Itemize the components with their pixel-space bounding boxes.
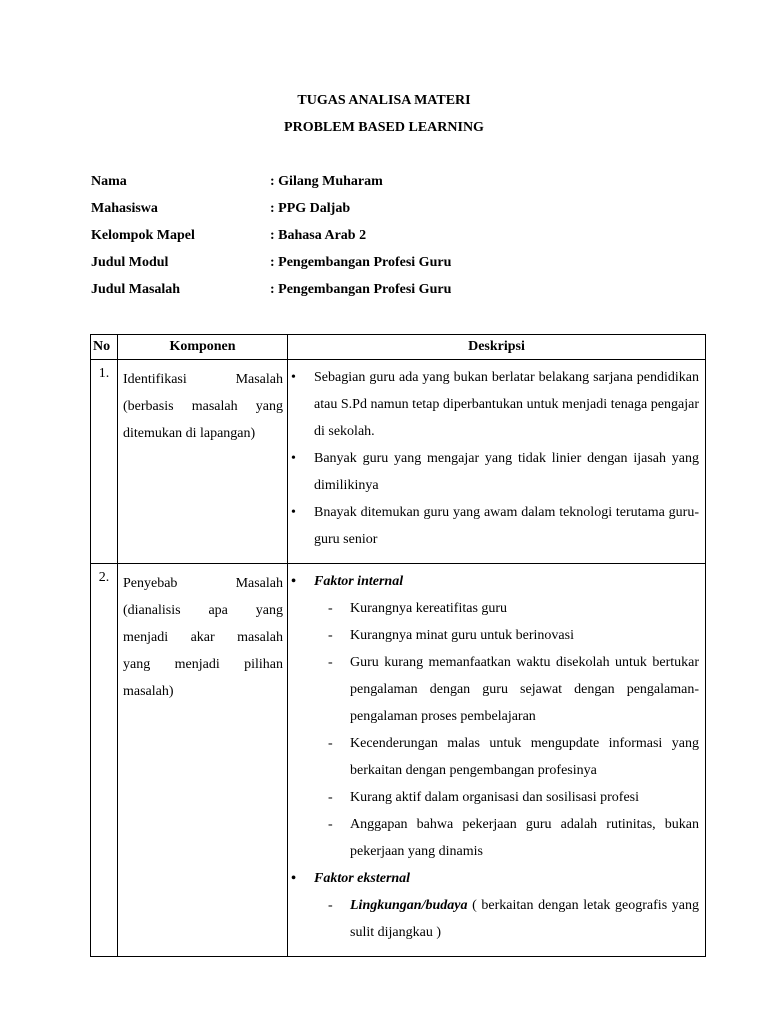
internal-factor-heading: • Faktor internal [288,568,699,595]
komponen-heading [123,570,283,597]
list-item: • Sebagian guru ada yang bukan berlatar belakang sarjana pendidikan atau S.Pd namun tetap diperbantukan untuk menjadi tenaga pengajar di sekolah. [288,364,699,445]
table-row [91,360,706,564]
analysis-table [90,334,706,957]
info-value: : PPG Daljab [270,201,351,216]
komponen-text: masalah) [123,684,174,699]
header-deskripsi: Deskripsi [288,335,706,360]
external-item-keyword: Lingkungan/budaya [350,898,468,913]
komponen-text: menjadi akar masalah [123,630,283,645]
komponen-text: (dianalisis apa yang [123,603,283,618]
komponen-text: (berbasis masalah yang [123,399,283,414]
list-item: - Kurangnya minat guru untuk berinovasi [288,622,699,649]
komponen-heading-right: Masalah [235,372,283,387]
deskripsi-cell [288,564,706,957]
header-no: No [91,335,118,360]
info-label: Judul Modul [91,255,169,270]
info-label: Judul Masalah [91,282,181,297]
table-header-row [91,335,706,360]
external-factor-heading: • Faktor eksternal [288,865,699,892]
external-item-text: ( berkaitan dengan letak geografis yang sulit dijangkau ) [350,898,699,940]
info-value: : Gilang Muharam [270,174,383,189]
info-label: Nama [91,174,127,189]
komponen-heading-left: Identifikasi [123,372,187,387]
list-item: - Kecenderungan malas untuk mengupdate informasi yang berkaitan dengan pengembangan profesinya [288,730,699,784]
info-label: Mahasiswa [91,201,158,216]
header-komponen: Komponen [118,335,288,360]
komponen-text: yang menjadi pilihan [123,657,283,672]
komponen-cell [118,360,288,564]
komponen-text: ditemukan di lapangan) [123,426,256,441]
info-label: Kelompok Mapel [91,228,195,243]
info-value: : Bahasa Arab 2 [270,228,367,243]
list-item: - Guru kurang memanfaatkan waktu disekolah untuk bertukar pengalaman dengan guru sejawat dengan pengalaman-pengalaman proses pembelajaran [288,649,699,730]
list-item: • Banyak guru yang mengajar yang tidak linier dengan ijasah yang dimilikinya [288,445,699,499]
row-number: 2. [91,564,118,957]
info-value: : Pengembangan Profesi Guru [270,282,452,297]
komponen-cell [118,564,288,957]
document-subtitle: PROBLEM BASED LEARNING [284,120,484,135]
info-value: : Pengembangan Profesi Guru [270,255,452,270]
komponen-heading-right: Masalah [235,576,283,591]
list-item [288,892,699,946]
document-title: TUGAS ANALISA MATERI [297,93,471,108]
list-item: - Kurang aktif dalam organisasi dan sosilisasi profesi [288,784,699,811]
list-item: • Bnayak ditemukan guru yang awam dalam teknologi terutama guru-guru senior [288,499,699,553]
deskripsi-cell [288,360,706,564]
row-number: 1. [91,360,118,564]
komponen-heading-left: Penyebab [123,576,178,591]
table-row [91,564,706,957]
list-item: - Kurangnya kereatifitas guru [288,595,699,622]
list-item: - Anggapan bahwa pekerjaan guru adalah rutinitas, bukan pekerjaan yang dinamis [288,811,699,865]
komponen-heading [123,366,283,393]
